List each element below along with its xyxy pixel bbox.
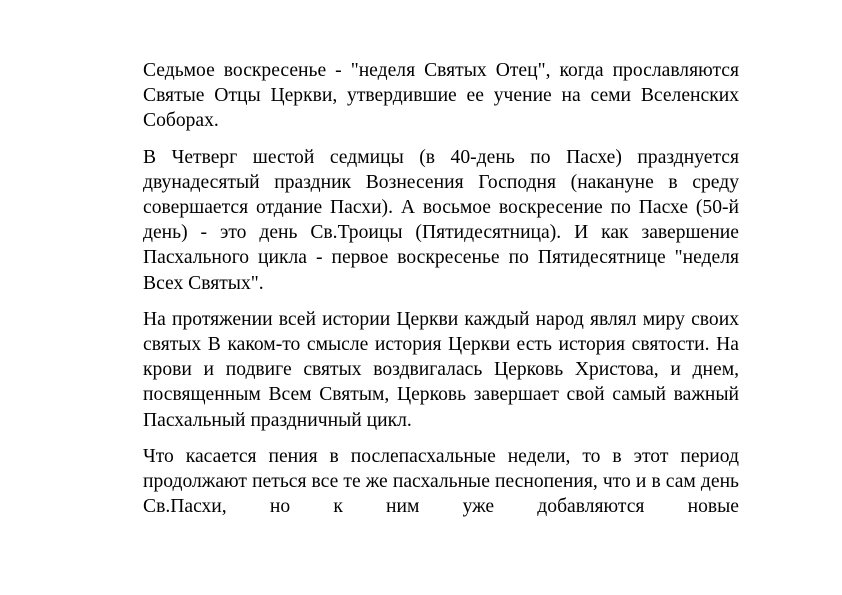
paragraph-history-of-saints: На протяжении всей истории Церкви каждый народ являл миру своих святых В каком-то смысле история Церкви есть история святости. На крови и подвиге святых воздвигалась Церковь Христова, и днем, посвященным Всем Святым, Церковь завершает свой самый важный Пасхальный праздничный цикл.	[143, 308, 739, 431]
paragraph-sunday-holy-fathers: Седьмое воскресенье - "неделя Святых Отец", когда прославляются Святые Отцы Церкви, утвердившие ее учение на семи Вселенских Соборах.	[143, 60, 739, 132]
paragraph-post-paschal-singing: Что касается пения в послепасхальные недели, то в этот период продолжают петься все те же пасхальные песнопения, что и в сам день Св.Пасхи, но к ним уже добавляются новые	[143, 445, 739, 518]
document-body	[143, 58, 739, 530]
paragraph-ascension-trinity: В Четверг шестой седмицы (в 40-день по Пасхе) празднуется двунадесятый праздник Вознесения Господня (накануне в среду совершается отдание Пасхи). А восьмое воскресение по Пасхе (50-й день) - это день Св.Троицы (Пятидесятница). И как завершение Пасхального цикла - первое воскресенье по Пятидесятнице "неделя Всех Святых".	[143, 146, 739, 294]
